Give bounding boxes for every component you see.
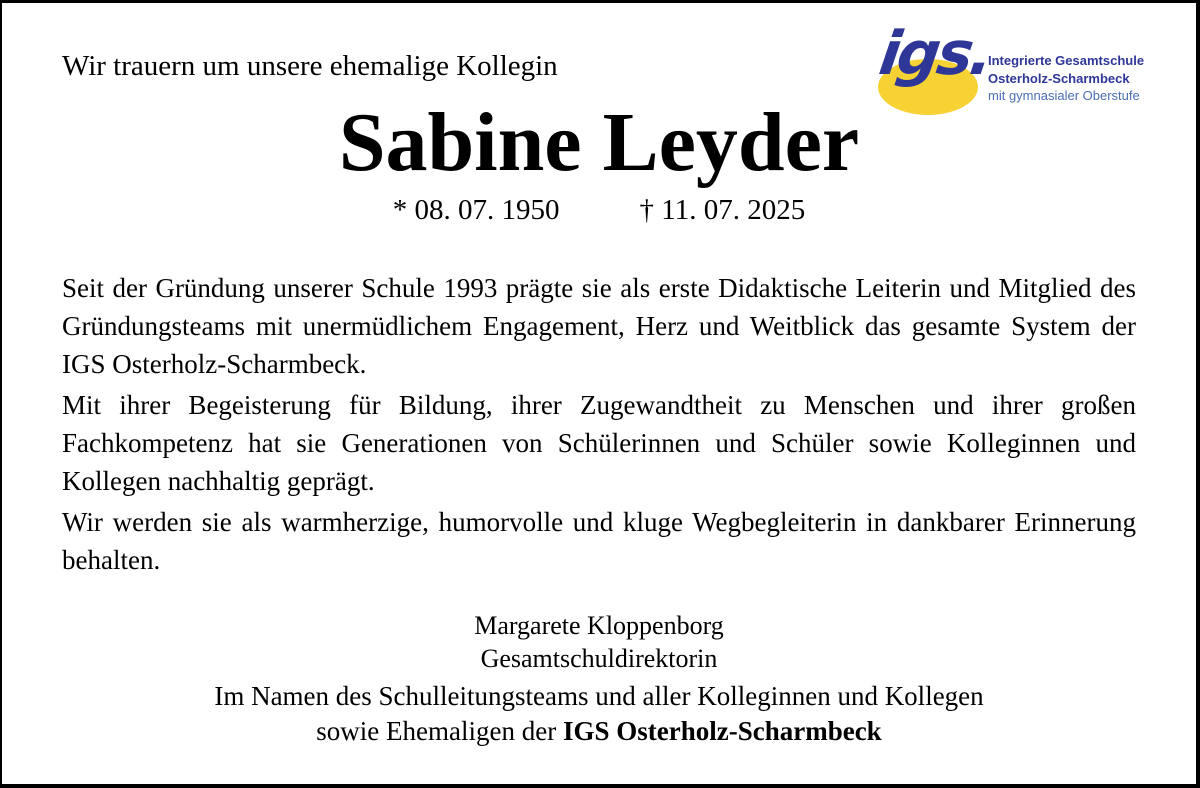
deceased-name: Sabine Leyder bbox=[338, 96, 860, 189]
signatory-name: Margarete Kloppenborg bbox=[474, 611, 724, 640]
on-behalf-line1: Im Namen des Schulleitungsteams und aller Kolleginnen und Kollegen bbox=[214, 681, 984, 711]
paragraph-dedication: Mit ihrer Begeisterung für Bildung, ihrer Zugewandtheit zu Menschen und ihrer großen Fachkompetenz hat sie Generationen von Schülerinnen und Schüler sowie Kolleginnen und Kollegen nachhaltig geprägt. bbox=[62, 390, 1136, 496]
on-behalf-line2-school: IGS Osterholz-Scharmbeck bbox=[562, 716, 882, 746]
signatory-role: Gesamtschuldirektorin bbox=[480, 644, 718, 673]
logo-school-subtitle: mit gymnasialer Oberstufe bbox=[988, 88, 1140, 103]
logo-school-name-line2: Osterholz-Scharmbeck bbox=[988, 70, 1130, 86]
on-behalf-line2-prefix: sowie Ehemaligen der bbox=[316, 716, 563, 746]
death-date: † 11. 07. 2025 bbox=[639, 194, 806, 226]
paragraph-founding: Seit der Gründung unserer Schule 1993 prägte sie als erste Didaktische Leiterin und Mitglied des Gründungsteams mit unermüdlichem Engagement, Herz und Weitblick das gesamte System der IGS Osterholz-Scharmbeck. bbox=[62, 273, 1136, 379]
paragraph-remembrance: Wir werden sie als warmherzige, humorvolle und kluge Wegbegleiterin in dankbarer Erinnerung behalten. bbox=[62, 507, 1136, 575]
on-behalf-lines bbox=[2, 679, 1196, 749]
obituary-body bbox=[62, 269, 1136, 579]
on-behalf-line2 bbox=[2, 714, 1196, 749]
intro-line: Wir trauern um unsere ehemalige Kollegin bbox=[62, 50, 558, 82]
birth-date: * 08. 07. 1950 bbox=[392, 194, 560, 226]
life-dates bbox=[2, 193, 1196, 227]
logo-text-block bbox=[988, 52, 1144, 105]
logo-school-name-line1: Integrierte Gesamtschule bbox=[988, 53, 1145, 68]
igs-monogram-icon: igs. bbox=[875, 19, 995, 89]
signature-block bbox=[2, 609, 1196, 749]
